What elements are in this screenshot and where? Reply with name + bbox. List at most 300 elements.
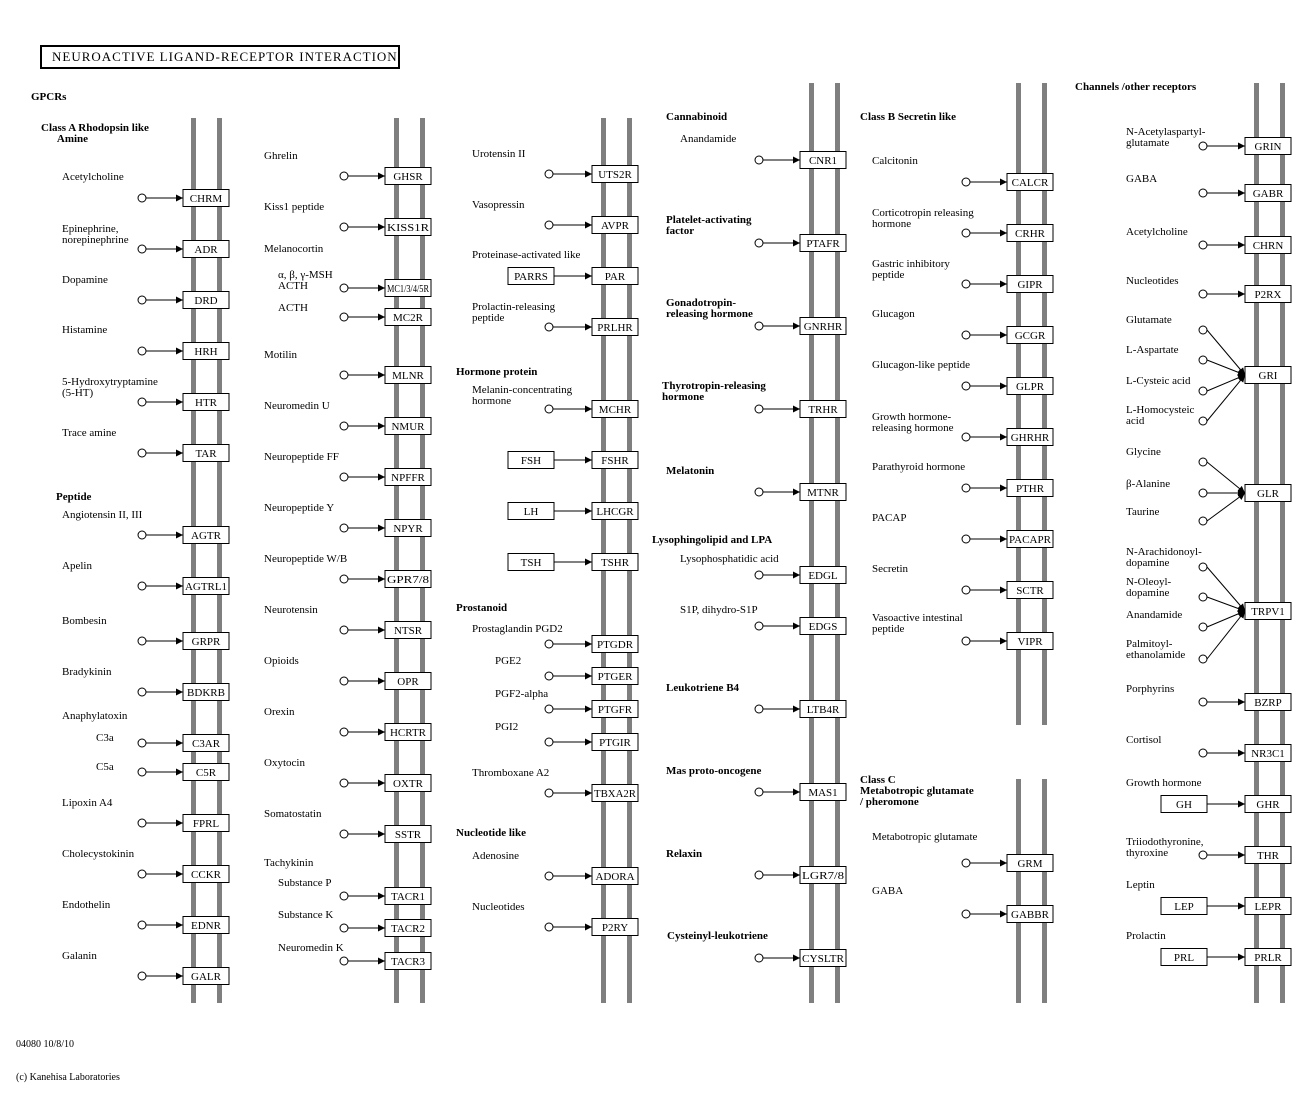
receptor-label: EDGL xyxy=(808,570,838,582)
compound-node[interactable] xyxy=(138,245,146,253)
section-header: Melatonin xyxy=(666,465,715,477)
compound-node[interactable] xyxy=(545,221,553,229)
ligand-label: Somatostatin xyxy=(264,808,322,820)
map-footer xyxy=(16,1017,120,1105)
section-header: Peptide xyxy=(56,491,92,503)
ligand-label: α, β, γ-MSH ACTH xyxy=(278,269,333,292)
receptor-ghrhr[interactable] xyxy=(1007,429,1053,446)
compound-node[interactable] xyxy=(340,626,348,634)
receptor-ptafr[interactable] xyxy=(800,235,846,252)
ligand-label: N-Oleoyl- dopamine xyxy=(1126,576,1172,599)
ligand-label: Parathyroid hormone xyxy=(872,461,966,473)
ligand-label: Cholecystokinin xyxy=(62,848,135,860)
compound-node[interactable] xyxy=(340,422,348,430)
ligand-label: Acetylcholine xyxy=(1126,226,1188,238)
compound-node[interactable] xyxy=(755,622,763,630)
compound-node[interactable] xyxy=(1199,593,1207,601)
compound-node[interactable] xyxy=(962,331,970,339)
compound-node[interactable] xyxy=(1199,655,1207,663)
receptor-gpr7-8[interactable] xyxy=(385,571,431,588)
receptor-adora[interactable] xyxy=(592,868,638,885)
receptor-gipr[interactable] xyxy=(1007,276,1053,293)
membrane-bar-1-1 xyxy=(420,118,425,1003)
compound-node[interactable] xyxy=(138,296,146,304)
compound-node[interactable] xyxy=(340,957,348,965)
receptor-label: LHCGR xyxy=(596,506,634,518)
receptor-nr3c1[interactable] xyxy=(1245,745,1291,762)
receptor-vipr[interactable] xyxy=(1007,633,1053,650)
receptor-label: PRLR xyxy=(1254,952,1282,964)
receptor-label: PACAPR xyxy=(1009,534,1052,546)
receptor-label: PAR xyxy=(604,271,626,283)
section-header: Class A Rhodopsin like Amine xyxy=(41,122,149,145)
compound-node[interactable] xyxy=(962,382,970,390)
gene-label: FSH xyxy=(520,455,542,467)
compound-node[interactable] xyxy=(755,405,763,413)
receptor-label: CHRN xyxy=(1252,240,1284,252)
ligand-label: Taurine xyxy=(1126,506,1160,518)
receptor-label: LGR7/8 xyxy=(802,870,845,882)
receptor-ghsr[interactable] xyxy=(385,168,431,185)
compound-node[interactable] xyxy=(340,728,348,736)
ligand-label: Motilin xyxy=(264,349,298,361)
receptor-thr[interactable] xyxy=(1245,847,1291,864)
ligand-label: β-Alanine xyxy=(1126,478,1171,490)
receptor-label: AVPR xyxy=(601,220,629,232)
compound-node[interactable] xyxy=(962,535,970,543)
compound-node[interactable] xyxy=(755,705,763,713)
compound-node[interactable] xyxy=(138,768,146,776)
receptor-mc2r[interactable] xyxy=(385,309,431,326)
copyright: (c) Kanehisa Laboratories xyxy=(16,1072,120,1083)
compound-node[interactable] xyxy=(340,172,348,180)
compound-node[interactable] xyxy=(545,872,553,880)
receptor-agtrl1[interactable] xyxy=(183,578,229,595)
receptor-galr[interactable] xyxy=(183,968,229,985)
receptor-cnr1[interactable] xyxy=(800,152,846,169)
ligand-label: Angiotensin II, III xyxy=(62,509,143,521)
ligand-label: Corticotropin releasing hormone xyxy=(872,207,974,230)
receptor-tar[interactable] xyxy=(183,445,229,462)
compound-node[interactable] xyxy=(1199,326,1207,334)
section-header: Lysophingolipid and LPA xyxy=(652,534,773,546)
compound-node[interactable] xyxy=(545,789,553,797)
compound-node[interactable] xyxy=(138,739,146,747)
activation-arrow xyxy=(1207,375,1245,421)
membrane-bar-3-0 xyxy=(809,83,814,1003)
ligand-label: Palmitoyl- ethanolamide xyxy=(1126,638,1186,661)
ligand-label: Apelin xyxy=(62,560,92,572)
receptor-label: PRLHR xyxy=(597,322,633,334)
receptor-avpr[interactable] xyxy=(592,217,638,234)
compound-node[interactable] xyxy=(1199,698,1207,706)
receptor-edgl[interactable] xyxy=(800,567,846,584)
membrane-bar-1-0 xyxy=(394,118,399,1003)
ligand-label: L-Homocysteic acid xyxy=(1126,404,1195,427)
compound-node[interactable] xyxy=(962,280,970,288)
ligand-label: Lipoxin A4 xyxy=(62,797,113,809)
receptor-label: BDKRB xyxy=(187,687,225,699)
ligand-box-gh[interactable] xyxy=(1161,796,1207,813)
receptor-label: TRPV1 xyxy=(1251,606,1285,618)
receptor-label: NR3C1 xyxy=(1251,748,1285,760)
compound-node[interactable] xyxy=(340,313,348,321)
ligand-label: N-Arachidonoyl- dopamine xyxy=(1126,546,1202,569)
ligand-label: Bradykinin xyxy=(62,666,112,678)
gene-label: LH xyxy=(523,506,539,518)
ligand-label: Glycine xyxy=(1126,446,1161,458)
receptor-trpv1[interactable] xyxy=(1245,603,1291,620)
compound-node[interactable] xyxy=(340,677,348,685)
receptor-label: FPRL xyxy=(192,818,220,830)
ligand-label: L-Aspartate xyxy=(1126,344,1179,356)
section-header: GPCRs xyxy=(31,91,67,103)
receptor-ednr[interactable] xyxy=(183,917,229,934)
compound-node[interactable] xyxy=(755,156,763,164)
section-header: Mas proto-oncogene xyxy=(666,765,762,777)
receptor-glpr[interactable] xyxy=(1007,378,1053,395)
receptor-sstr[interactable] xyxy=(385,826,431,843)
receptor-ptgir[interactable] xyxy=(592,734,638,751)
receptor-fprl[interactable] xyxy=(183,815,229,832)
ligand-label: Neuropeptide Y xyxy=(264,502,335,514)
compound-node[interactable] xyxy=(138,819,146,827)
compound-node[interactable] xyxy=(138,531,146,539)
receptor-mtnr[interactable] xyxy=(800,484,846,501)
receptor-label: CYSLTR xyxy=(802,953,845,965)
section-header: Hormone protein xyxy=(456,366,538,378)
compound-node[interactable] xyxy=(545,672,553,680)
receptor-label: MC1/3/4/5R xyxy=(387,283,430,295)
receptor-drd[interactable] xyxy=(183,292,229,309)
receptor-label: GRPR xyxy=(191,636,221,648)
receptor-prlhr[interactable] xyxy=(592,319,638,336)
compound-node[interactable] xyxy=(545,923,553,931)
receptor-ghr[interactable] xyxy=(1245,796,1291,813)
compound-node[interactable] xyxy=(1199,517,1207,525)
receptor-gabr[interactable] xyxy=(1245,185,1291,202)
ligand-box-lh[interactable] xyxy=(508,503,554,520)
receptor-bdkrb[interactable] xyxy=(183,684,229,701)
receptor-gcgr[interactable] xyxy=(1007,327,1053,344)
ligand-label: Tachykinin xyxy=(264,857,314,869)
compound-node[interactable] xyxy=(138,637,146,645)
section-header: Leukotriene B4 xyxy=(666,682,740,694)
ligand-label: Secretin xyxy=(872,563,909,575)
activation-arrow xyxy=(1207,611,1245,659)
receptor-grm[interactable] xyxy=(1007,855,1053,872)
compound-node[interactable] xyxy=(138,582,146,590)
receptor-tacr3[interactable] xyxy=(385,953,431,970)
activation-arrow xyxy=(1207,330,1245,375)
compound-node[interactable] xyxy=(755,788,763,796)
receptor-label: TBXA2R xyxy=(594,788,637,800)
ligand-label: Anaphylatoxin xyxy=(62,710,128,722)
compound-node[interactable] xyxy=(755,322,763,330)
ligand-label: Urotensin II xyxy=(472,148,526,160)
receptor-label: GLR xyxy=(1257,488,1279,500)
receptor-chrm[interactable] xyxy=(183,190,229,207)
receptor-trhr[interactable] xyxy=(800,401,846,418)
ligand-label: 5-Hydroxytryptamine (5-HT) xyxy=(62,376,158,399)
ligand-box-fsh[interactable] xyxy=(508,452,554,469)
receptor-tshr[interactable] xyxy=(592,554,638,571)
receptor-label: SCTR xyxy=(1016,585,1044,597)
compound-node[interactable] xyxy=(340,924,348,932)
compound-node[interactable] xyxy=(1199,749,1207,757)
compound-node[interactable] xyxy=(545,170,553,178)
receptor-hrh[interactable] xyxy=(183,343,229,360)
receptor-label: OXTR xyxy=(393,778,423,790)
receptor-glr[interactable] xyxy=(1245,485,1291,502)
receptor-label: PTGIR xyxy=(599,737,631,749)
receptor-label: CRHR xyxy=(1015,228,1045,240)
ligand-label: C3a xyxy=(96,732,114,744)
compound-node[interactable] xyxy=(340,284,348,292)
receptor-chrn[interactable] xyxy=(1245,237,1291,254)
ligand-label: N-Acetylaspartyl- glutamate xyxy=(1126,126,1206,149)
compound-node[interactable] xyxy=(545,738,553,746)
receptor-ptgdr[interactable] xyxy=(592,636,638,653)
compound-node[interactable] xyxy=(962,910,970,918)
compound-node[interactable] xyxy=(1199,387,1207,395)
compound-node[interactable] xyxy=(545,705,553,713)
receptor-label: MC2R xyxy=(393,312,423,324)
receptor-label: GHRHR xyxy=(1010,432,1050,444)
receptor-nmur[interactable] xyxy=(385,418,431,435)
receptor-label: CNR1 xyxy=(808,155,838,167)
compound-node[interactable] xyxy=(138,347,146,355)
receptor-label: ADR xyxy=(194,244,218,256)
compound-node[interactable] xyxy=(755,239,763,247)
compound-node[interactable] xyxy=(138,921,146,929)
compound-node[interactable] xyxy=(340,892,348,900)
receptor-label: HTR xyxy=(195,397,217,409)
compound-node[interactable] xyxy=(340,371,348,379)
receptor-mas1[interactable] xyxy=(800,784,846,801)
ligand-label: Galanin xyxy=(62,950,97,962)
receptor-par[interactable] xyxy=(592,268,638,285)
ligand-label: Substance P xyxy=(278,877,332,889)
receptor-sctr[interactable] xyxy=(1007,582,1053,599)
receptor-label: BZRP xyxy=(1254,697,1282,709)
receptor-pthr[interactable] xyxy=(1007,480,1053,497)
receptor-label: PTGFR xyxy=(597,704,633,716)
receptor-p2ry[interactable] xyxy=(592,919,638,936)
ligand-label: Neuromedin U xyxy=(264,400,330,412)
section-header: Nucleotide like xyxy=(456,827,526,839)
compound-node[interactable] xyxy=(755,571,763,579)
section-header: Thyrotropin-releasing hormone xyxy=(662,380,766,403)
section-header: Cannabinoid xyxy=(666,111,728,123)
receptor-label: GIPR xyxy=(1017,279,1043,291)
receptor-kiss1r[interactable] xyxy=(385,219,431,236)
receptor-lhcgr[interactable] xyxy=(592,503,638,520)
receptor-label: MAS1 xyxy=(808,787,838,799)
receptor-uts2r[interactable] xyxy=(592,166,638,183)
receptor-label: THR xyxy=(1257,850,1279,862)
receptor-grin[interactable] xyxy=(1245,138,1291,155)
ligand-label: Endothelin xyxy=(62,899,111,911)
receptor-lgr7-8[interactable] xyxy=(800,867,846,884)
receptor-opr[interactable] xyxy=(385,673,431,690)
receptor-label: C5R xyxy=(195,767,217,779)
receptor-npffr[interactable] xyxy=(385,469,431,486)
compound-node[interactable] xyxy=(340,830,348,838)
receptor-label: CCKR xyxy=(191,869,221,881)
compound-node[interactable] xyxy=(1199,189,1207,197)
compound-node[interactable] xyxy=(340,779,348,787)
compound-node[interactable] xyxy=(340,473,348,481)
compound-node[interactable] xyxy=(962,178,970,186)
compound-node[interactable] xyxy=(138,972,146,980)
ligand-box-parrs[interactable] xyxy=(508,268,554,285)
compound-node[interactable] xyxy=(1199,290,1207,298)
ligand-label: Prostaglandin PGD2 xyxy=(472,623,563,635)
gene-label: LEP xyxy=(1174,901,1194,913)
receptor-ptgfr[interactable] xyxy=(592,701,638,718)
receptor-crhr[interactable] xyxy=(1007,225,1053,242)
receptor-tacr2[interactable] xyxy=(385,920,431,937)
compound-node[interactable] xyxy=(962,229,970,237)
receptor-calcr[interactable] xyxy=(1007,174,1053,191)
compound-node[interactable] xyxy=(962,433,970,441)
ligand-label: Prolactin xyxy=(1126,930,1166,942)
ligand-label: Thromboxane A2 xyxy=(472,767,550,779)
receptor-edgs[interactable] xyxy=(800,618,846,635)
compound-node[interactable] xyxy=(1199,417,1207,425)
receptor-label: MCHR xyxy=(598,404,632,416)
ligand-label: Adenosine xyxy=(472,850,520,862)
receptor-adr[interactable] xyxy=(183,241,229,258)
receptor-ptger[interactable] xyxy=(592,668,638,685)
receptor-ntsr[interactable] xyxy=(385,622,431,639)
membrane-bar-6-1 xyxy=(1280,83,1285,1003)
compound-node[interactable] xyxy=(962,637,970,645)
receptor-oxtr[interactable] xyxy=(385,775,431,792)
receptor-label: AGTRL1 xyxy=(185,581,227,593)
receptor-label: LEPR xyxy=(1254,901,1282,913)
receptor-hcrtr[interactable] xyxy=(385,724,431,741)
receptor-mlnr[interactable] xyxy=(385,367,431,384)
compound-node[interactable] xyxy=(755,954,763,962)
compound-node[interactable] xyxy=(962,859,970,867)
receptor-agtr[interactable] xyxy=(183,527,229,544)
receptor-bzrp[interactable] xyxy=(1245,694,1291,711)
compound-node[interactable] xyxy=(755,488,763,496)
ligand-label: PGF2-alpha xyxy=(495,688,549,700)
receptor-grpr[interactable] xyxy=(183,633,229,650)
receptor-cckr[interactable] xyxy=(183,866,229,883)
ligand-label: Metabotropic glutamate xyxy=(872,831,978,843)
receptor-label: P2RX xyxy=(1254,289,1282,301)
receptor-pacapr[interactable] xyxy=(1007,531,1053,548)
compound-node[interactable] xyxy=(1199,623,1207,631)
ligand-label: Nucleotides xyxy=(1126,275,1179,287)
receptor-label: C3AR xyxy=(191,738,221,750)
receptor-tacr1[interactable] xyxy=(385,888,431,905)
receptor-label: CALCR xyxy=(1011,177,1049,189)
ligand-label: Glucagon xyxy=(872,308,915,320)
receptor-label: NPYR xyxy=(393,523,423,535)
ligand-label: Calcitonin xyxy=(872,155,918,167)
receptor-gabbr[interactable] xyxy=(1007,906,1053,923)
ligand-label: Triiodothyronine, thyroxine xyxy=(1126,836,1204,859)
receptor-label: GABBR xyxy=(1011,909,1049,921)
receptor-label: DRD xyxy=(194,295,218,307)
compound-node[interactable] xyxy=(755,871,763,879)
receptor-label: SSTR xyxy=(394,829,422,841)
receptor-mc1-3-4-5r[interactable] xyxy=(385,280,431,297)
receptor-lepr[interactable] xyxy=(1245,898,1291,915)
section-header: Prostanoid xyxy=(456,602,508,614)
receptor-label: TACR3 xyxy=(391,956,425,968)
ligand-label: Growth hormone- releasing hormone xyxy=(872,411,954,434)
map-id: 04080 10/8/10 xyxy=(16,1039,75,1050)
compound-node[interactable] xyxy=(340,223,348,231)
compound-node[interactable] xyxy=(1199,356,1207,364)
receptor-label: GRI xyxy=(1258,370,1278,382)
compound-node[interactable] xyxy=(138,870,146,878)
compound-node[interactable] xyxy=(138,398,146,406)
receptor-label: GHR xyxy=(1256,799,1280,811)
ligand-label: Anandamide xyxy=(680,133,737,145)
receptor-p2rx[interactable] xyxy=(1245,286,1291,303)
compound-node[interactable] xyxy=(545,640,553,648)
receptor-gri[interactable] xyxy=(1245,367,1291,384)
compound-node[interactable] xyxy=(962,484,970,492)
receptor-label: EDNR xyxy=(191,920,221,932)
compound-node[interactable] xyxy=(1199,241,1207,249)
receptor-label: EDGS xyxy=(808,621,838,633)
compound-node[interactable] xyxy=(1199,458,1207,466)
compound-node[interactable] xyxy=(138,449,146,457)
compound-node[interactable] xyxy=(138,688,146,696)
receptor-htr[interactable] xyxy=(183,394,229,411)
receptor-tbxa2r[interactable] xyxy=(592,785,638,802)
receptor-gnrhr[interactable] xyxy=(800,318,846,335)
ligand-box-tsh[interactable] xyxy=(508,554,554,571)
receptor-npyr[interactable] xyxy=(385,520,431,537)
ligand-box-prl[interactable] xyxy=(1161,949,1207,966)
compound-node[interactable] xyxy=(1199,489,1207,497)
receptor-label: GABR xyxy=(1252,188,1284,200)
compound-node[interactable] xyxy=(962,586,970,594)
ligand-label: GABA xyxy=(872,885,904,897)
receptor-label: AGTR xyxy=(191,530,221,542)
ligand-label: Glucagon-like peptide xyxy=(872,359,971,371)
receptor-c3ar[interactable] xyxy=(183,735,229,752)
compound-node[interactable] xyxy=(340,524,348,532)
compound-node[interactable] xyxy=(545,323,553,331)
receptor-label: TACR1 xyxy=(391,891,425,903)
ligand-box-lep[interactable] xyxy=(1161,898,1207,915)
ligand-label: PGE2 xyxy=(495,655,522,667)
compound-node[interactable] xyxy=(138,194,146,202)
receptor-ltb4r[interactable] xyxy=(800,701,846,718)
ligand-label: PGI2 xyxy=(495,721,519,733)
receptor-label: TRHR xyxy=(808,404,838,416)
receptor-prlr[interactable] xyxy=(1245,949,1291,966)
ligand-label: Cortisol xyxy=(1126,734,1162,746)
compound-node[interactable] xyxy=(340,575,348,583)
ligand-label: Neuropeptide FF xyxy=(264,451,339,463)
receptor-cysltr[interactable] xyxy=(800,950,846,967)
section-header: Gonadotropin- releasing hormone xyxy=(666,297,753,320)
receptor-c5r[interactable] xyxy=(183,764,229,781)
receptor-mchr[interactable] xyxy=(592,401,638,418)
receptor-fshr[interactable] xyxy=(592,452,638,469)
